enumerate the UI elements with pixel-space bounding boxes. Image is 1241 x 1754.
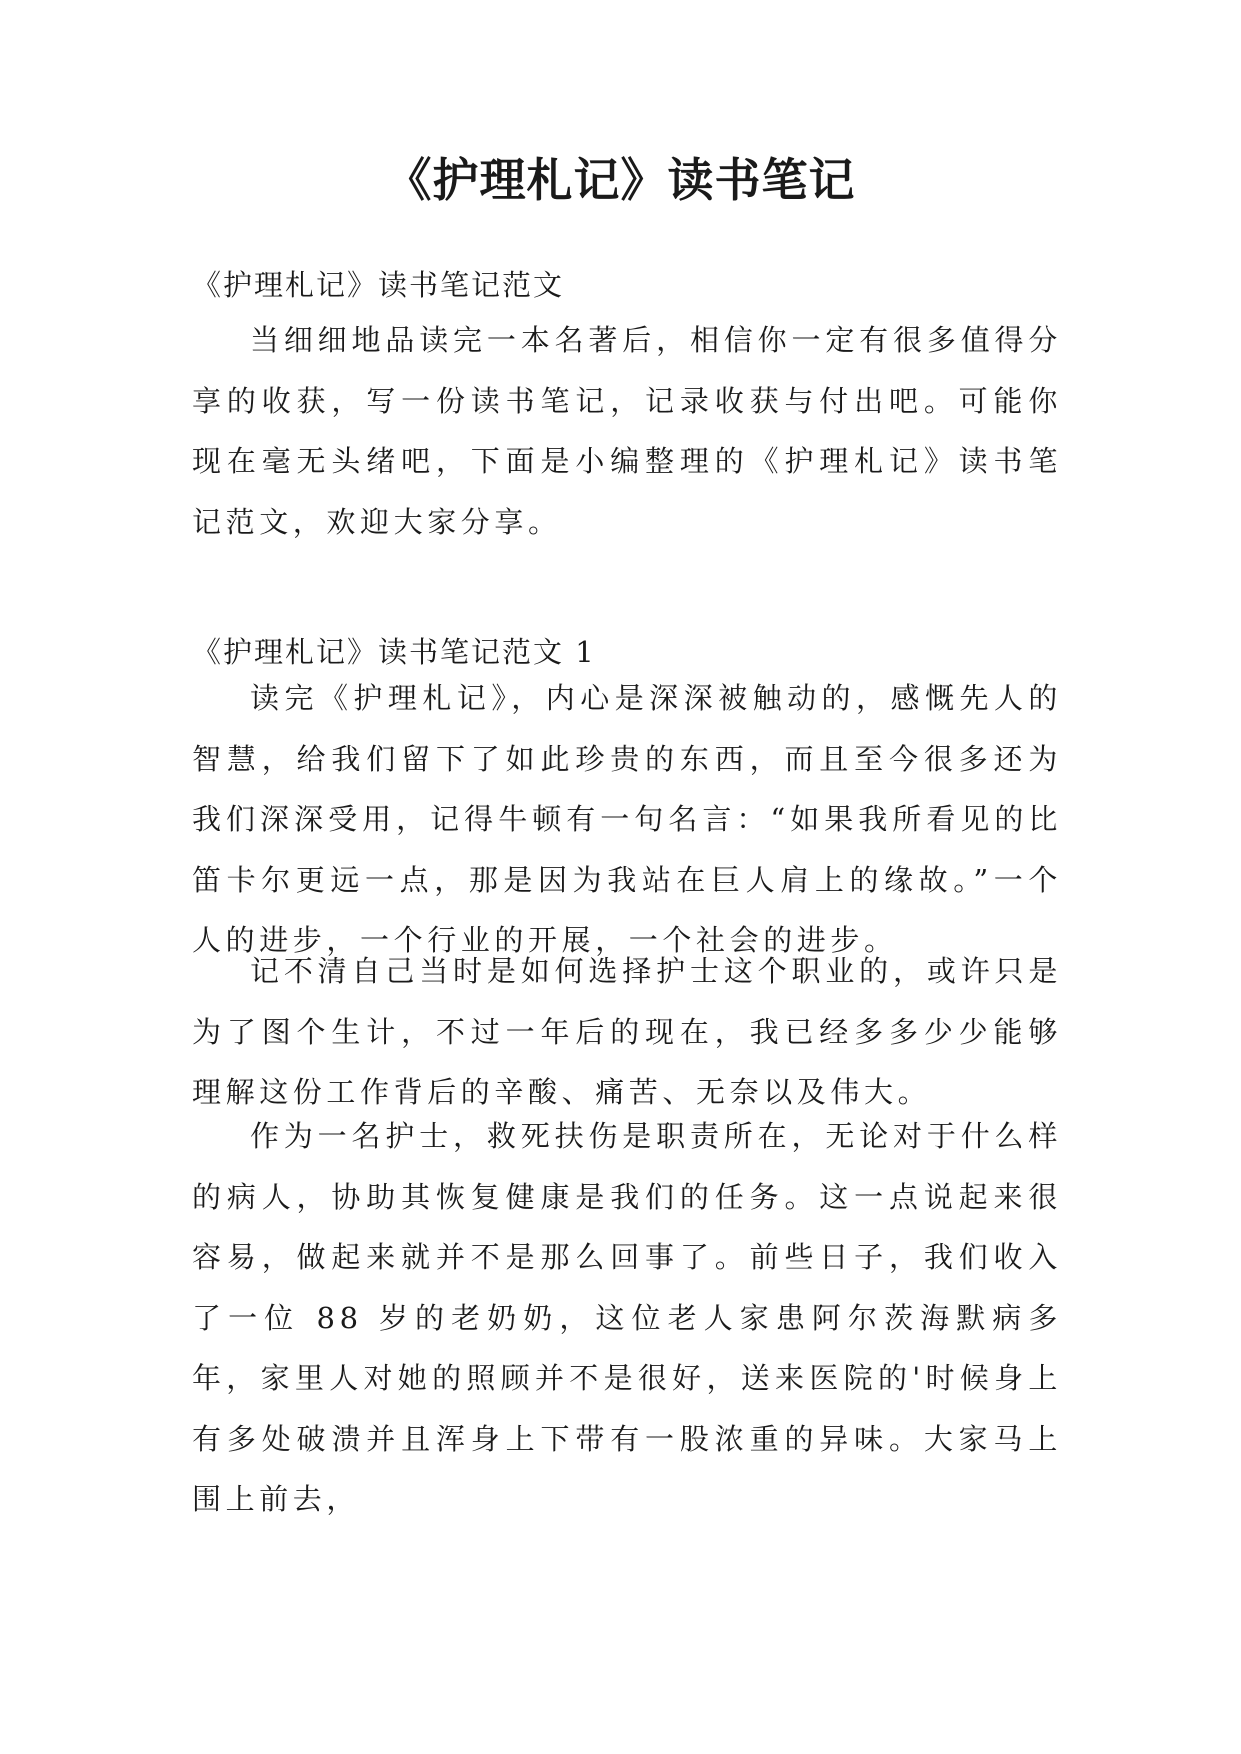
intro-heading: 《护理札记》读书笔记范文: [192, 268, 565, 302]
document-title: 《护理札记》读书笔记: [385, 153, 856, 207]
section1-heading: 《护理札记》读书笔记范文 1: [192, 635, 596, 669]
intro-paragraph: 当细细地品读完一本名著后，相信你一定有很多值得分享的收获，写一份读书笔记，记录收获与付出吧。可能你现在毫无头绪吧，下面是小编整理的《护理札记》读书笔记范文，欢迎大家分享。: [192, 323, 1062, 539]
section1-paragraph-3: 作为一名护士，救死扶伤是职责所在，无论对于什么样的病人，协助其恢复健康是我们的任务。这一点说起来很容易，做起来就并不是那么回事了。前些日子，我们收入了一位 88 岁的老奶奶，这位老人家患阿尔茨海默病多年，家里人对她的照顾并不是很好，送来医院的'时候身上有多处破溃并且浑身上下带有一股浓重的异味。大家马上围上前去，: [192, 1119, 1062, 1516]
section1-paragraph-2: 记不清自己当时是如何选择护士这个职业的，或许只是为了图个生计，不过一年后的现在，我已经多多少少能够理解这份工作背后的辛酸、痛苦、无奈以及伟大。: [192, 954, 1062, 1109]
section1-paragraph-1: 读完《护理札记》，内心是深深被触动的，感慨先人的智慧，给我们留下了如此珍贵的东西，而且至今很多还为我们深深受用，记得牛顿有一句名言：“如果我所看见的比笛卡尔更远一点，那是因为我站在巨人肩上的缘故。”一个人的进步，一个行业的开展，一个社会的进步。: [192, 681, 1062, 957]
